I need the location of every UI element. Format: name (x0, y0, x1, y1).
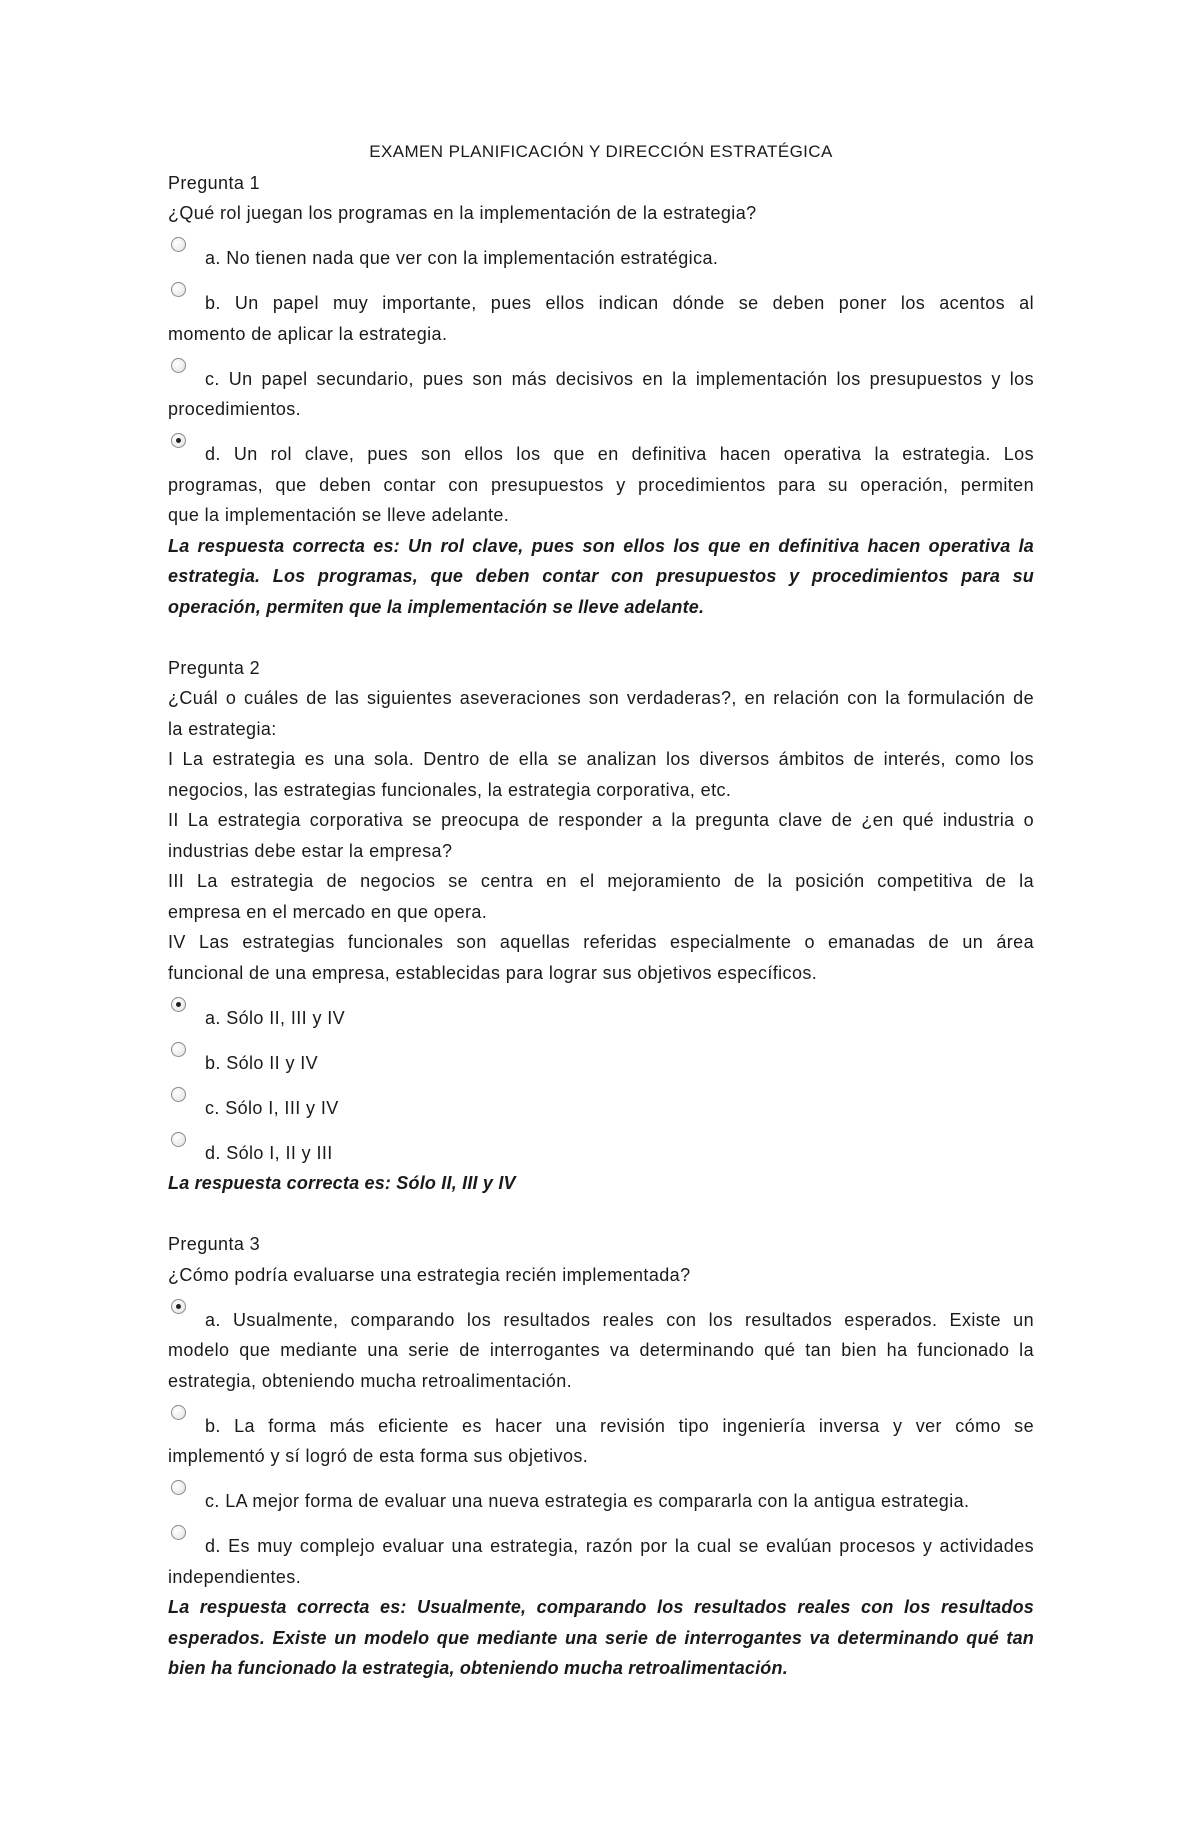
answer-line: La respuesta correcta es: Usualmente, comparando los resultados reales con los resultados (168, 1597, 1034, 1617)
statement-iv (168, 927, 1034, 988)
option-a-radio[interactable] (171, 997, 186, 1012)
option-text-line: programas, que deben contar con presupuestos y procedimientos para su operación, permiten (168, 474, 1034, 495)
option-text-line: a. Sólo II, III y IV (205, 1007, 346, 1028)
answer-line: operación, permiten que la implementación se lleve adelante. (168, 596, 705, 617)
option-text-line: a. No tienen nada que ver con la implementación estratégica. (205, 248, 719, 268)
option-b-radio[interactable] (171, 1405, 186, 1420)
option-text-line: momento de aplicar la estrategia. (168, 323, 448, 344)
answer-line: bien ha funcionado la estrategia, obteniendo mucha retroalimentación. (168, 1658, 788, 1678)
option-text-line: c. Sólo I, III y IV (205, 1097, 339, 1118)
option-text-line: b. Sólo II y IV (205, 1052, 319, 1073)
question-prompt-line: ¿Cuál o cuáles de las siguientes aseveraciones son verdaderas?, en relación con la formulación de (168, 688, 1034, 708)
option-a[interactable] (168, 243, 1034, 274)
option-b-radio[interactable] (171, 1042, 186, 1057)
correct-answer (168, 1168, 1034, 1199)
option-text-line: implementó y sí logró de esta forma sus objetivos. (168, 1446, 589, 1466)
statement-iii (168, 866, 1034, 927)
question-2 (168, 653, 1034, 1199)
option-d[interactable] (168, 1531, 1034, 1592)
question-label: Pregunta 3 (168, 1234, 261, 1254)
question-prompt-line: ¿Cómo podría evaluarse una estrategia recién implementada? (168, 1264, 691, 1285)
option-b[interactable] (168, 288, 1034, 349)
option-text-line: estrategia, obteniendo mucha retroalimentación. (168, 1370, 573, 1391)
option-a[interactable] (168, 1305, 1034, 1397)
option-a-radio[interactable] (171, 237, 186, 252)
question-label: Pregunta 1 (168, 172, 261, 193)
option-text-line: procedimientos. (168, 399, 302, 419)
option-d-radio[interactable] (171, 1525, 186, 1540)
option-d[interactable] (168, 1138, 1034, 1169)
question-prompt-line: ¿Qué rol juegan los programas en la implementación de la estrategia? (168, 203, 757, 223)
option-d[interactable] (168, 439, 1034, 531)
statement-ii (168, 805, 1034, 866)
option-c[interactable] (168, 1486, 1034, 1517)
option-text-line: d. Sólo I, II y III (205, 1142, 333, 1163)
option-c-radio[interactable] (171, 1087, 186, 1102)
statement-line: funcional de una empresa, establecidas para lograr sus objetivos específicos. (168, 962, 818, 983)
question-label: Pregunta 2 (168, 657, 261, 678)
statement-i (168, 744, 1034, 805)
answer-line: esperados. Existe un modelo que mediante una serie de interrogantes va determinando qué tan (168, 1627, 1034, 1648)
option-text-line: b. La forma más eficiente es hacer una revisión tipo ingeniería inversa y ver cómo se (205, 1415, 1034, 1436)
option-b[interactable] (168, 1048, 1034, 1079)
statement-line: III La estrategia de negocios se centra en el mejoramiento de la posición competitiva de la (168, 871, 1034, 891)
option-c-radio[interactable] (171, 358, 186, 373)
question-3 (168, 1229, 1034, 1684)
correct-answer (168, 531, 1034, 623)
answer-line: estrategia. Los programas, que deben contar con presupuestos y procedimientos para su (168, 566, 1034, 586)
statement-line: industrias debe estar la empresa? (168, 840, 453, 861)
option-text-line: d. Es muy complejo evaluar una estrategia, razón por la cual se evalúan procesos y actividades (205, 1536, 1034, 1556)
option-b-radio[interactable] (171, 282, 186, 297)
option-text-line: independientes. (168, 1566, 302, 1587)
option-text-line: modelo que mediante una serie de interrogantes va determinando qué tan bien ha funcionado la (168, 1340, 1034, 1360)
option-text-line: que la implementación se lleve adelante. (168, 505, 510, 525)
option-text-line: a. Usualmente, comparando los resultados reales con los resultados esperados. Existe un (205, 1309, 1034, 1330)
statement-line: IV Las estrategias funcionales son aquellas referidas especialmente o emanadas de un área (168, 932, 1034, 952)
option-b[interactable] (168, 1411, 1034, 1472)
option-d-radio[interactable] (171, 433, 186, 448)
option-c[interactable] (168, 1093, 1034, 1124)
option-text-line: b. Un papel muy importante, pues ellos indican dónde se deben poner los acentos al (205, 293, 1034, 313)
option-a[interactable] (168, 1003, 1034, 1034)
answer-line: La respuesta correcta es: Un rol clave, pues son ellos los que en definitiva hacen operativa la (168, 535, 1034, 556)
option-d-radio[interactable] (171, 1132, 186, 1147)
statement-line: I La estrategia es una sola. Dentro de ella se analizan los diversos ámbitos de interés, como los (168, 749, 1034, 769)
option-c[interactable] (168, 364, 1034, 425)
question-1 (168, 168, 1034, 623)
statement-line: negocios, las estrategias funcionales, la estrategia corporativa, etc. (168, 779, 732, 800)
exam-content (168, 137, 1034, 1684)
exam-title: EXAMEN PLANIFICACIÓN Y DIRECCIÓN ESTRATÉGICA (369, 142, 833, 161)
answer-line: La respuesta correcta es: Sólo II, III y IV (168, 1173, 516, 1193)
question-prompt-line: la estrategia: (168, 718, 277, 739)
option-c-radio[interactable] (171, 1480, 186, 1495)
option-text-line: c. LA mejor forma de evaluar una nueva estrategia es compararla con la antigua estrategia. (205, 1491, 970, 1511)
statement-line: empresa en el mercado en que opera. (168, 901, 488, 922)
option-text-line: d. Un rol clave, pues son ellos los que en definitiva hacen operativa la estrategia. Los (205, 444, 1034, 464)
correct-answer (168, 1592, 1034, 1684)
option-a-radio[interactable] (171, 1299, 186, 1314)
option-text-line: c. Un papel secundario, pues son más decisivos en la implementación los presupuestos y los (205, 368, 1034, 389)
statement-line: II La estrategia corporativa se preocupa de responder a la pregunta clave de ¿en qué industria o (168, 810, 1034, 830)
